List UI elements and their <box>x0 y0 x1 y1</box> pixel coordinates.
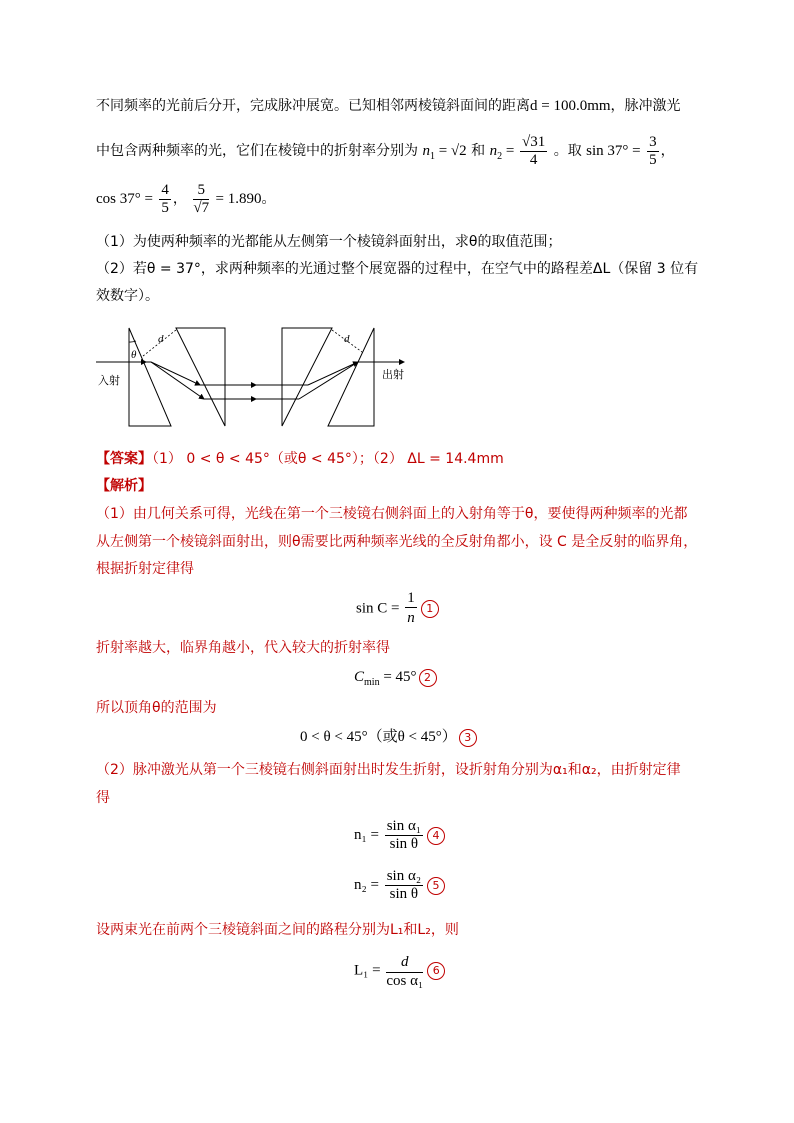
numerator: √31 <box>522 134 546 151</box>
eq6-fraction <box>386 952 423 990</box>
equation-4 <box>354 818 445 853</box>
numerator: 5 <box>193 182 209 200</box>
text: 和 <box>471 143 486 159</box>
analysis-p2: 折射率越大，临界角越小，代入较大的折射率得 <box>96 640 390 656</box>
denominator: 4 <box>529 152 538 169</box>
text: 。取 <box>553 143 582 159</box>
eq-lhs: n₂ = <box>354 876 379 893</box>
eq5-fraction <box>385 868 423 903</box>
ratio-fraction <box>193 182 209 217</box>
text: 。 <box>261 191 276 207</box>
ray-1d <box>308 362 358 385</box>
equation-6 <box>354 952 445 990</box>
equation-number: 3 <box>459 729 477 747</box>
exit-label: 出射 <box>382 368 404 381</box>
cos37-fraction <box>159 182 171 217</box>
cos37-label: cos 37° = <box>96 191 153 207</box>
eq-lhs: n₁ = <box>354 826 379 843</box>
n1-value: = √2 <box>434 143 467 159</box>
text: ，脉冲激光 <box>610 98 681 114</box>
analysis-p4-line-1: （2）脉冲激光从第一个三棱镜右侧斜面射出时发生折射，设折射角分别为α₁和α₂，由折射定律 <box>96 762 681 778</box>
distance-value: d = 100.0mm <box>530 98 611 114</box>
numerator: 4 <box>161 181 169 198</box>
numerator: 1 <box>407 590 415 606</box>
equation-number: 2 <box>419 669 437 687</box>
eq4-fraction <box>385 818 423 853</box>
equation-2 <box>354 667 437 693</box>
equation-number: 1 <box>421 600 439 618</box>
n2-expression: $n_2$ = $\frac{√31}{4}$ <box>489 134 546 169</box>
paragraph-line-1 <box>96 96 681 116</box>
answer-line <box>96 449 504 469</box>
numerator: d <box>386 952 423 973</box>
d-label-left: d <box>158 333 164 345</box>
sin37-label: sin 37° = <box>586 143 641 159</box>
equation-3 <box>300 727 477 747</box>
subscript: min <box>364 677 380 688</box>
n1-expression: $n_1 = √2$ <box>422 143 467 162</box>
denominator: 5 <box>161 199 169 216</box>
question-2-line-2: 效数字）。 <box>96 288 159 304</box>
ratio-value: = 1.890 <box>215 191 262 207</box>
analysis-p4-line-2: 得 <box>96 790 110 806</box>
n-symbol: n <box>422 143 430 159</box>
n2-fraction <box>520 134 547 169</box>
paragraph-line-3 <box>96 180 276 218</box>
denominator: cos α₁ <box>386 973 424 989</box>
eq-body: 0 < θ < 45°（或θ < 45°） <box>300 729 457 745</box>
analysis-tag: 【解析】 <box>96 478 152 494</box>
ray-1a <box>151 362 200 385</box>
equation-1 <box>356 590 439 628</box>
equation-number: 6 <box>427 962 445 980</box>
incident-label: 入射 <box>98 374 120 387</box>
equation-number: 5 <box>427 877 445 895</box>
analysis-p1-line-1: （1）由几何关系可得，光线在第一个三棱镜右侧斜面上的入射角等于θ，要使得两种频率的光都 <box>96 506 688 522</box>
text: 中包含两种频率的光，它们在棱镜中的折射率分别为 <box>96 143 418 159</box>
prism-diagram <box>96 326 426 428</box>
answer-tag: 【答案】 <box>96 451 152 467</box>
analysis-p1-line-3: 根据折射定律得 <box>96 561 194 577</box>
analysis-p3: 所以顶角θ的范围为 <box>96 700 217 716</box>
d-label-right: d <box>344 333 350 345</box>
numerator: sin α₂ <box>386 868 422 884</box>
prism-1 <box>129 328 171 426</box>
c-symbol: C <box>354 669 365 685</box>
paragraph-line-2 <box>96 132 675 176</box>
equation-number: 4 <box>427 827 445 845</box>
denominator: sin θ <box>389 836 419 852</box>
denominator: sin θ <box>389 886 419 902</box>
analysis-p5: 设两束光在前两个三棱镜斜面之间的路程分别为L₁和L₂，则 <box>96 922 459 938</box>
text: ， <box>172 191 187 207</box>
n-symbol: n <box>489 143 498 159</box>
eq-lhs: L₁ = <box>354 962 381 979</box>
question-2-line-1: （2）若θ = 37°，求两种频率的光通过整个展宽器的过程中，在空气中的路程差ΔL（保留 3 位有 <box>96 261 699 277</box>
eq1-fraction <box>405 590 417 628</box>
denominator: n <box>407 610 415 626</box>
text: 不同频率的光前后分开，完成脉冲展宽。已知相邻两棱镜斜面间的距离 <box>96 98 530 114</box>
equation-5 <box>354 868 445 903</box>
eq-rhs: = 45° <box>379 669 417 685</box>
answer-text: （1） 0 < θ < 45°（或θ < 45°）；（2） ΔL = 14.4mm <box>152 451 504 467</box>
theta-label: θ <box>131 349 137 361</box>
sin37-fraction <box>647 134 659 169</box>
question-1: （1）为使两种频率的光都能从左侧第一个棱镜斜面射出，求θ的取值范围； <box>96 234 562 250</box>
eq-lhs: sin C = <box>356 600 400 617</box>
denominator: √7 <box>193 199 210 216</box>
text: ， <box>660 143 675 159</box>
analysis-p1-line-2: 从左侧第一个棱镜斜面射出，则θ需要比两种频率光线的全反射角都小，设 C 是全反射的临界角， <box>96 534 698 550</box>
numerator: sin α₁ <box>386 818 422 834</box>
numerator: 3 <box>649 133 657 150</box>
denominator: 5 <box>649 151 657 168</box>
